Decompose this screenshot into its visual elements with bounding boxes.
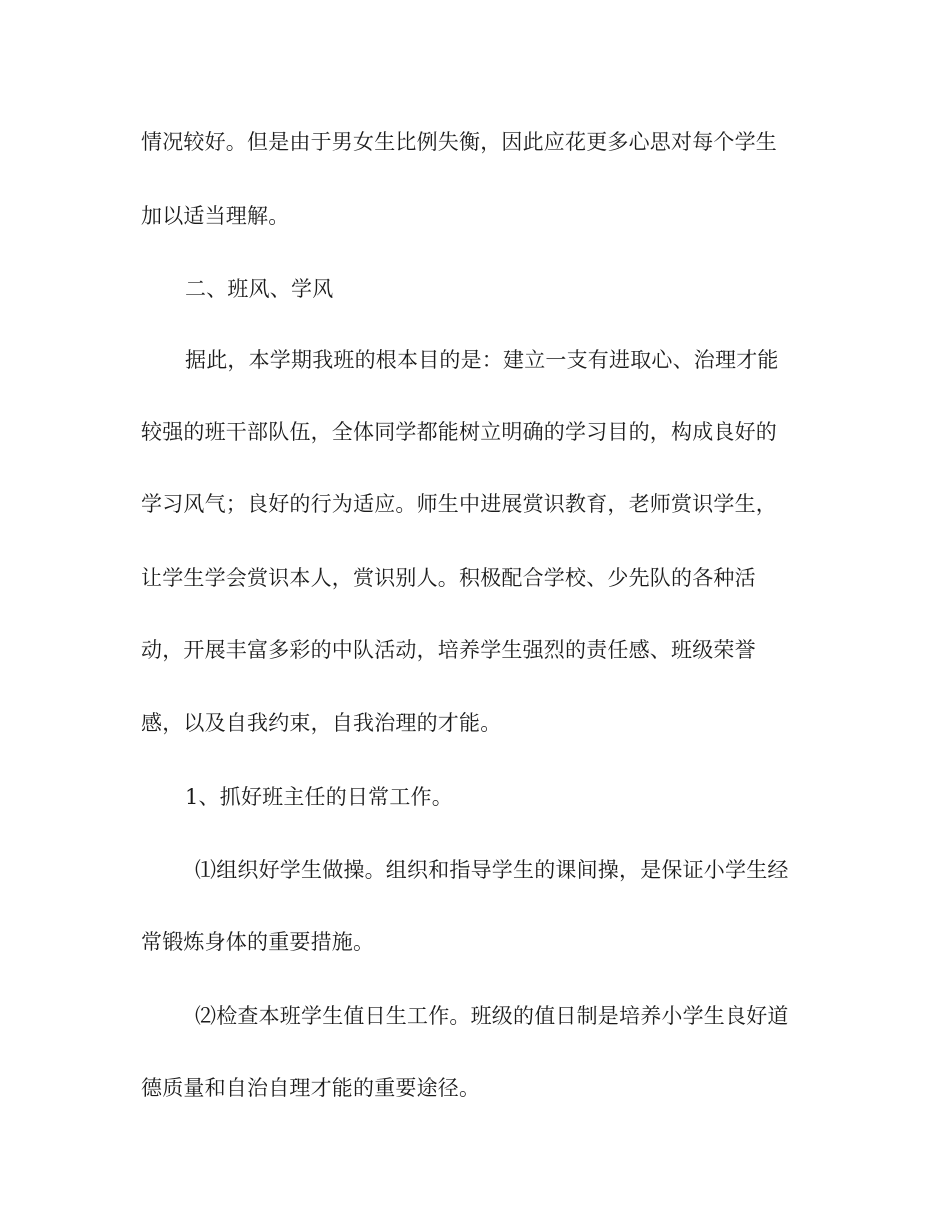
text-line: 动，开展丰富多彩的中队活动，培养学生强烈的责任感、班级荣誉	[141, 638, 756, 662]
section-heading: 二、班风、学风	[185, 277, 334, 301]
text-line: 据此，本学期我班的根本目的是：建立一支有进取心、治理才能	[185, 348, 779, 372]
subsection-heading: 1、抓好班主任的日常工作。	[185, 785, 453, 809]
text-line: 较强的班干部队伍，全体同学都能树立明确的学习目的，构成良好的	[141, 420, 777, 444]
text-line: 加以适当理解。	[141, 204, 290, 228]
text-line: 德质量和自治自理才能的重要途径。	[141, 1076, 481, 1100]
text-line: 让学生学会赏识本人，赏识别人。积极配合学校、少先队的各种活	[141, 566, 756, 590]
text-line: 学习风气；良好的行为适应。师生中进展赏识教育，老师赏识学生，	[141, 492, 777, 516]
text-line: ⑵检查本班学生值日生工作。班级的值日制是培养小学生良好道	[195, 1004, 789, 1028]
text-line: 情况较好。但是由于男女生比例失衡，因此应花更多心思对每个学生	[141, 130, 777, 154]
text-line: ⑴组织好学生做操。组织和指导学生的课间操，是保证小学生经	[195, 858, 789, 882]
text-line: 感，以及自我约束，自我治理的才能。	[141, 711, 502, 735]
text-line: 常锻炼身体的重要措施。	[141, 930, 375, 954]
